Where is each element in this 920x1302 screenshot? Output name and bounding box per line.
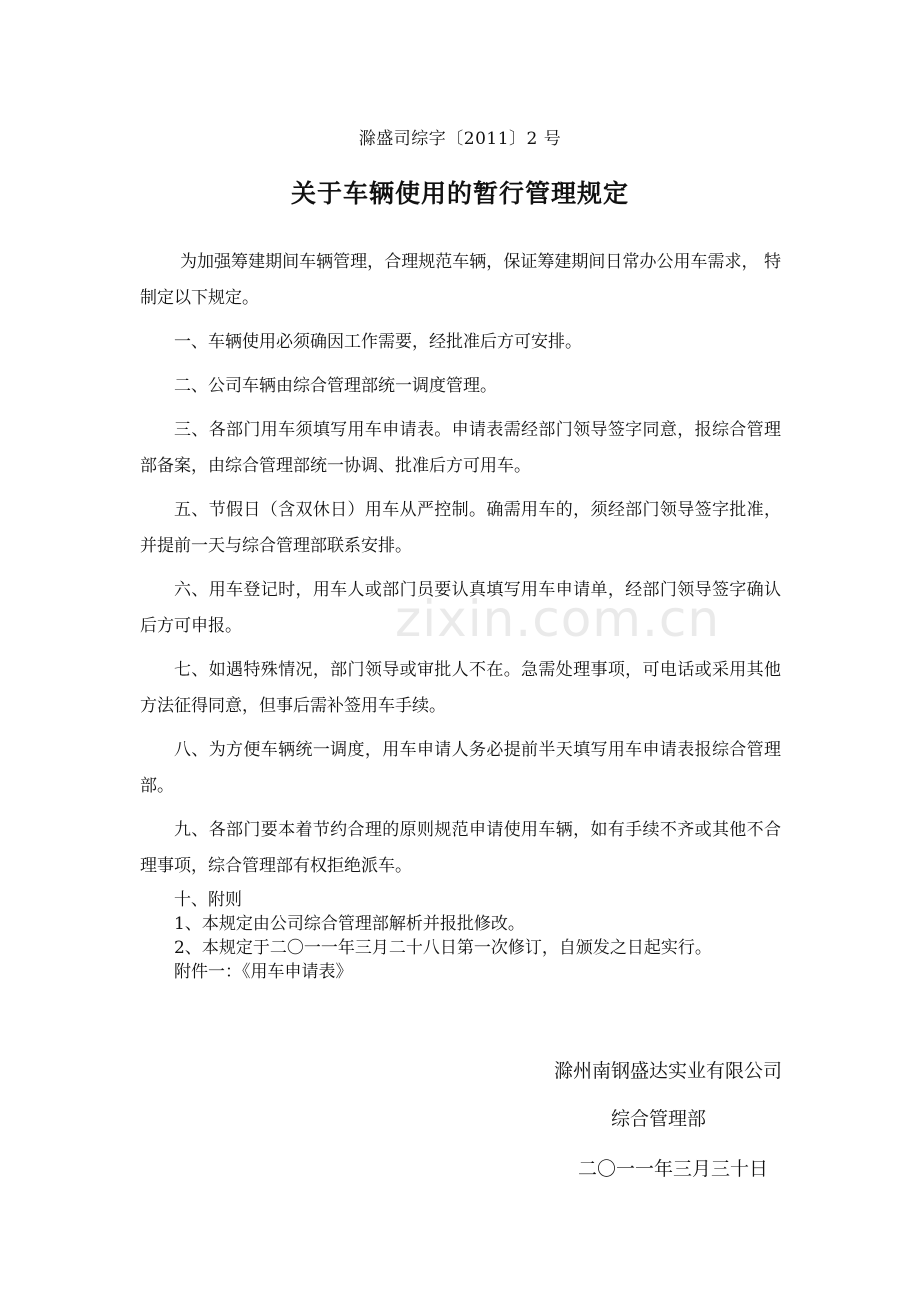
signature-department-row <box>460 1104 782 1131</box>
signature-date-row <box>460 1154 782 1181</box>
watermark: zixin.com.cn <box>395 590 721 648</box>
intro-paragraph: 为加强筹建期间车辆管理，合理规范车辆，保证筹建期间日常办公用车需求， 特制定以下规定。 <box>140 252 781 308</box>
attachment-line: 附件一：《用车申请表》 <box>174 962 353 982</box>
appendix-heading: 十、附则 <box>174 890 242 910</box>
rule-paragraph-1: 一、车辆使用必须确因工作需要，经批准后方可安排。 <box>174 332 582 352</box>
document-body <box>140 244 781 984</box>
rule-paragraph-9: 九、各部门要本着节约合理的原则规范申请使用车辆，如有手续不齐或其他不合理事项，综合管理部有权拒绝派车。 <box>140 820 781 876</box>
document-number: 滁盛司综字〔2011〕2 号 <box>358 129 562 149</box>
signature-department: 综合管理部 <box>610 1108 706 1130</box>
rule-paragraph-7: 七、如遇特殊情况，部门领导或审批人不在。急需处理事项，可电话或采用其他方法征得同意，但事后需补签用车手续。 <box>140 660 781 716</box>
appendix-item-2: 2、本规定于二〇一一年三月二十八日第一次修订，自颁发之日起实行。 <box>174 938 712 958</box>
signature-date: 二〇一一年三月三十日 <box>577 1158 768 1180</box>
rule-paragraph-3: 三、各部门用车须填写用车申请表。申请表需经部门领导签字同意，报综合管理部备案，由综合管理部统一协调、批准后方可用车。 <box>140 420 781 476</box>
rule-paragraph-6: 六、用车登记时，用车人或部门员要认真填写用车申请单，经部门领导签字确认后方可申报。 <box>140 580 781 636</box>
appendix-section <box>140 888 781 984</box>
appendix-item-1: 1、本规定由公司综合管理部解析并报批修改。 <box>174 914 525 934</box>
rule-paragraph-2: 二、公司车辆由综合管理部统一调度管理。 <box>174 376 497 396</box>
signature-company: 滁州南钢盛达实业有限公司 <box>553 1060 782 1082</box>
document-title: 关于车辆使用的暂行管理规定 <box>290 179 629 208</box>
rule-paragraph-8: 八、为方便车辆统一调度，用车申请人务必提前半天填写用车申请表报综合管理部。 <box>140 740 781 796</box>
rule-paragraph-5: 五、节假日（含双休日）用车从严控制。确需用车的，须经部门领导签字批准，并提前一天与综合管理部联系安排。 <box>140 500 781 556</box>
